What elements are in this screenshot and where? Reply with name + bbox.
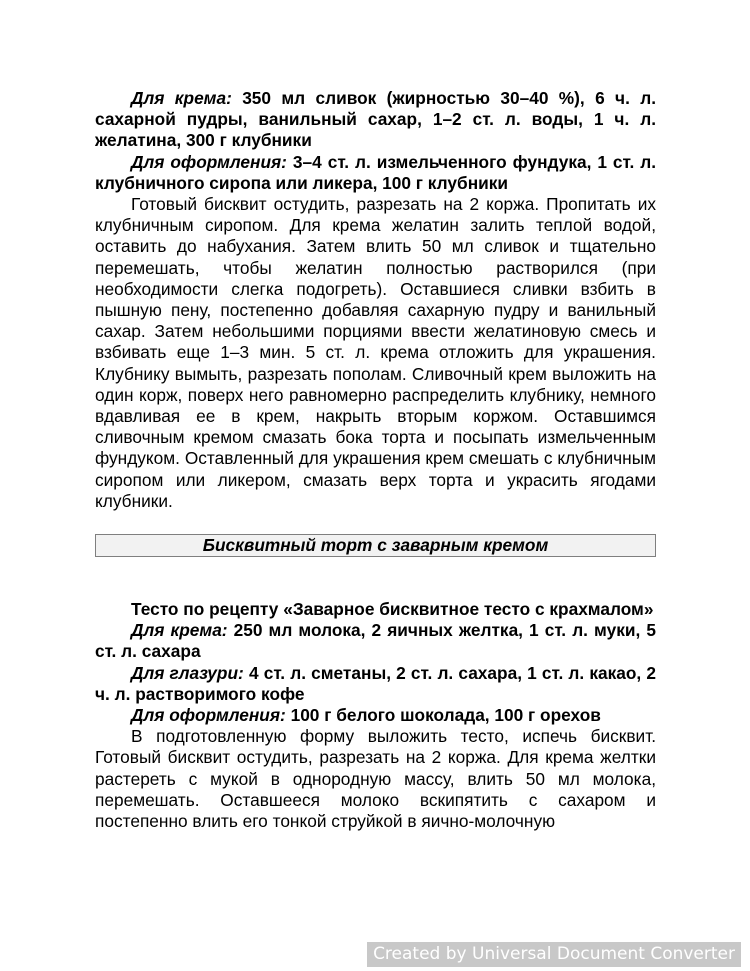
- recipe1-decor-ingredients: [95, 152, 656, 194]
- recipe1-decor-text: 3–4 ст. л. измельченного фундука, 1 ст. л. клубничного сиропа или ликера, 100 г клубники: [95, 151, 656, 193]
- recipe1-cream-ingredients: [95, 88, 656, 152]
- recipe2-glaze-ingredients: [95, 663, 656, 705]
- recipe2-decor-text: 100 г белого шоколада, 100 г орехов: [285, 705, 601, 726]
- recipe2-dough: Тесто по рецепту «Заварное бисквитное тесто с крахмалом»: [131, 599, 654, 620]
- converter-watermark: Created by Universal Document Converter: [367, 942, 741, 967]
- recipe2-glaze-label: Для глазури:: [131, 662, 244, 683]
- recipe1-cream-label: Для крема:: [131, 88, 232, 108]
- recipe2-cream-label: Для крема:: [131, 620, 228, 641]
- recipe2-glaze-text: 4 ст. л. сметаны, 2 ст. л. сахара, 1 ст. л. какао, 2 ч. л. растворимого кофе: [95, 662, 656, 704]
- recipe2-method: В подготовленную форму выложить тесто, испечь бисквит. Готовый бисквит остудить, разрезать на 2 коржа. Для крема желтки растереть с мукой в однородную массу, влить 50 мл молока, перемешать. Оставшееся молоко вскипятить с сахаром и постепенно влить его тонкой струйкой в яично-молочную: [95, 726, 656, 832]
- recipe2-cream-text: 250 мл молока, 2 яичных желтка, 1 ст. л. муки, 5 ст. л. сахара: [95, 620, 656, 662]
- recipe1-decor-label: Для оформления:: [131, 151, 287, 172]
- recipe2-decor-ingredients: [95, 705, 656, 726]
- recipe2-cream-ingredients: [95, 620, 656, 662]
- recipe1-cream-text: 350 мл сливок (жирностью 30–40 %), 6 ч. л. сахарной пудры, ванильный сахар, 1–2 ст. л. воды, 1 ч. л. желатина, 300 г клубники: [95, 88, 656, 151]
- recipe1-method: Готовый бисквит остудить, разрезать на 2 коржа. Пропитать их клубничным сиропом. Для крема желатин залить теплой водой, оставить до набухания. Затем влить 50 мл сливок и тщательно перемешать, чтобы желатин полностью растворился (при необходимости слегка подогреть). Оставшиеся сливки взбить в пышную пену, постепенно добавляя сахарную пудру и ванильный сахар. Затем небольшими порциями ввести желатиновую смесь и взбивать еще 1–3 мин. 5 ст. л. крема отложить для украшения. Клубнику вымыть, разрезать пополам. Сливочный крем выложить на один корж, поверх него равномерно распределить клубнику, немного вдавливая ее в крем, накрыть вторым коржом. Оставшимся сливочным кремом смазать бока торта и посыпать измельченным фундуком. Оставленный для украшения крем смешать с клубничным сиропом или ликером, смазать верх торта и украсить ягодами клубники.: [95, 194, 656, 511]
- recipe2-decor-label: Для оформления:: [131, 705, 286, 726]
- recipe2-title: Бисквитный торт с заварным кремом: [95, 534, 656, 557]
- document-page: [95, 88, 656, 832]
